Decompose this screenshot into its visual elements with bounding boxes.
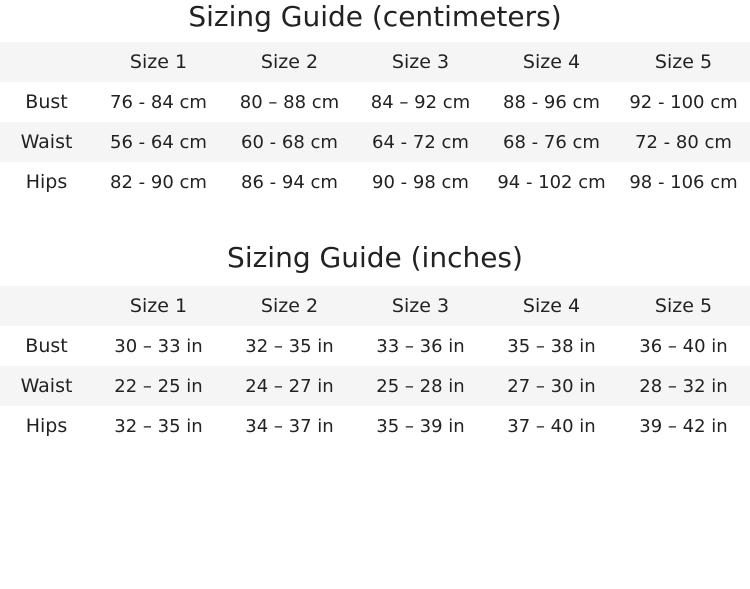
header-size-4: Size 4 (522, 51, 581, 73)
table-cell: 94 - 102 cm (497, 171, 606, 193)
table-cell: 33 – 36 in (376, 335, 465, 357)
header-row (0, 42, 750, 82)
table-row-bust (0, 326, 750, 366)
table-cell: 76 - 84 cm (110, 91, 207, 113)
table-cell: 28 – 32 in (639, 375, 728, 397)
table-cell: 68 - 76 cm (503, 131, 600, 153)
sizing-guide-centimeters (0, 0, 750, 202)
inches-table (0, 286, 750, 446)
table-cell: 22 – 25 in (114, 375, 203, 397)
header-size-3: Size 3 (391, 51, 450, 73)
table-cell: 30 – 33 in (114, 335, 203, 357)
row-label-bust: Bust (25, 335, 68, 357)
table-cell: 27 – 30 in (507, 375, 596, 397)
header-size-5: Size 5 (654, 51, 713, 73)
table-row-hips (0, 406, 750, 446)
table-cell: 82 - 90 cm (110, 171, 207, 193)
table-cell: 25 – 28 in (376, 375, 465, 397)
table-cell: 56 - 64 cm (110, 131, 207, 153)
table-cell: 32 – 35 in (114, 415, 203, 437)
table-cell: 35 – 39 in (376, 415, 465, 437)
table-cell: 36 – 40 in (639, 335, 728, 357)
table-cell: 24 – 27 in (245, 375, 334, 397)
table-cell: 32 – 35 in (245, 335, 334, 357)
row-label-waist: Waist (20, 131, 73, 153)
table-cell: 37 – 40 in (507, 415, 596, 437)
row-label-waist: Waist (20, 375, 73, 397)
row-label-hips: Hips (25, 415, 68, 437)
table-cell: 35 – 38 in (507, 335, 596, 357)
table-cell: 39 – 42 in (639, 415, 728, 437)
header-size-3: Size 3 (391, 295, 450, 317)
table-cell: 64 - 72 cm (372, 131, 469, 153)
table-cell: 34 – 37 in (245, 415, 334, 437)
header-size-5: Size 5 (654, 295, 713, 317)
table-cell: 86 - 94 cm (241, 171, 338, 193)
table-cell: 88 - 96 cm (503, 91, 600, 113)
row-label-bust: Bust (25, 91, 68, 113)
centimeters-title: Sizing Guide (centimeters) (188, 0, 562, 33)
header-corner (0, 286, 93, 326)
table-cell: 60 - 68 cm (241, 131, 338, 153)
row-label-hips: Hips (25, 171, 68, 193)
table-row-bust (0, 82, 750, 122)
header-size-4: Size 4 (522, 295, 581, 317)
header-size-1: Size 1 (129, 51, 188, 73)
table-cell: 98 - 106 cm (629, 171, 738, 193)
table-cell: 92 - 100 cm (629, 91, 738, 113)
table-row-waist (0, 122, 750, 162)
header-corner (0, 42, 93, 82)
header-size-1: Size 1 (129, 295, 188, 317)
table-cell: 72 - 80 cm (635, 131, 732, 153)
table-cell: 84 – 92 cm (370, 91, 471, 113)
table-row-waist (0, 366, 750, 406)
table-cell: 80 – 88 cm (239, 91, 340, 113)
table-row-hips (0, 162, 750, 202)
header-row (0, 286, 750, 326)
centimeters-table (0, 42, 750, 202)
sizing-guide-inches (0, 242, 750, 446)
table-cell: 90 - 98 cm (372, 171, 469, 193)
header-size-2: Size 2 (260, 51, 319, 73)
header-size-2: Size 2 (260, 295, 319, 317)
inches-title: Sizing Guide (inches) (227, 241, 523, 274)
